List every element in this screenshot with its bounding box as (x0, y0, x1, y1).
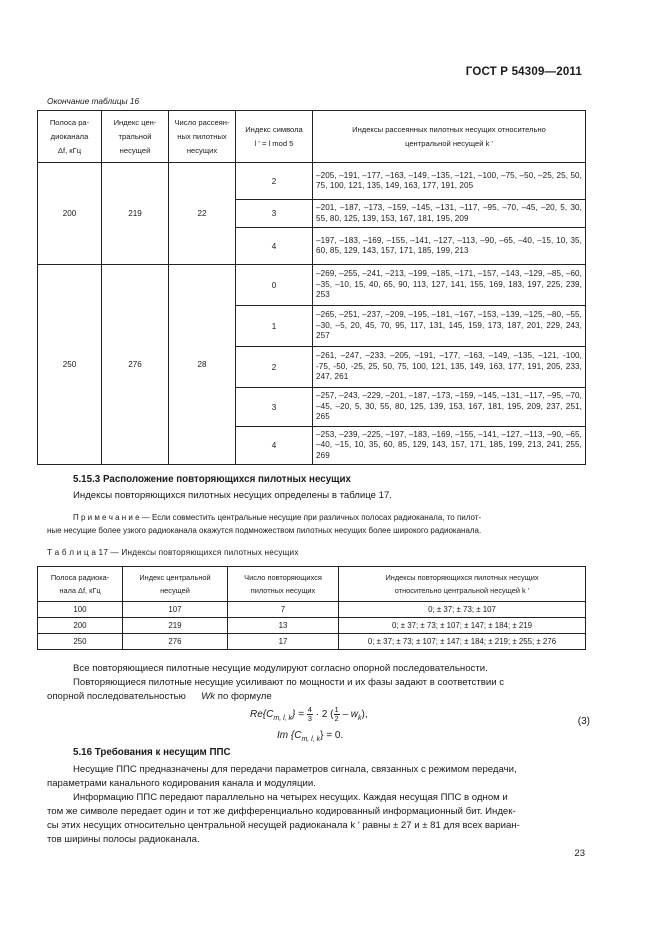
table16-caption: Окончание таблицы 16 (47, 96, 140, 106)
cell-center: 276 (102, 265, 169, 465)
col-header-center: Индекс центральной несущей (123, 567, 228, 602)
cell-count: 13 (228, 618, 339, 634)
col-header-band: Полоса ра- диоканала Δf, кГц (38, 111, 102, 163)
cell-indices: –269, –255, –241, –213, –199, –185, –171, –157, –143, –129, –85, –60, –35, –10, 15, 40, 65, 90, 113, 127, 141, 155, 169, 183, 197, 225, 239, 253 (313, 265, 586, 306)
formula-subscript: m, l, k (301, 736, 321, 743)
paragraph: Все повторяющиеся пилотные несущие модулируют согласно опорной последовательности. (73, 663, 488, 674)
col-header-symbol: Индекс символа l ' = l mod 5 (236, 111, 313, 163)
table17-caption: Т а б л и ц а 17 — Индексы повторяющихся пилотных несущих (47, 548, 299, 557)
formula-im (277, 730, 343, 743)
col-header-count: Число повторяющихся пилотных несущих (228, 567, 339, 602)
cell-center: 219 (102, 163, 169, 265)
col-header-band: Полоса радиока- нала Δf, кГц (38, 567, 123, 602)
paragraph-line: сы этих несущих относительно центральной несущей радиоканала k ' равны ± 27 и ± 81 для всех вариан- (47, 820, 520, 831)
formula-text: – w (342, 709, 359, 721)
table-header-row (38, 111, 586, 163)
cell-indices: –261, –247, –233, –205, –191, –177, –163, –149, –135, –121, -100, -75, -50, -25, 25, 50, 75, 100, 121, 135, 149, 163, 177, 191, 205, 233, 247, 261 (313, 347, 586, 388)
cell-count: 22 (169, 163, 236, 265)
cell-center: 276 (123, 634, 228, 650)
cell-count: 7 (228, 602, 339, 618)
cell-indices: –205, –191, –177, –163, –149, –135, –121, –100, –75, –50, –25, 25, 50, 75, 100, 121, 135, 149, 163, 177, 191, 205 (313, 163, 586, 200)
cell-center: 107 (123, 602, 228, 618)
section-heading-5-16: 5.16 Требования к несущим ППС (73, 747, 231, 758)
fraction-denominator: 3 (307, 714, 312, 723)
cell-symbol: 4 (236, 228, 313, 265)
table-row (38, 265, 586, 306)
page-number: 23 (574, 848, 585, 859)
paragraph-line (47, 690, 272, 704)
fraction-numerator: 4 (307, 705, 312, 714)
table-header-row (38, 567, 586, 602)
fraction-denominator: 2 (334, 714, 339, 723)
note-line: П р и м е ч а н и е — Если совместить центральные несущие при различных полосах радиоканала, то пилот- (73, 513, 482, 522)
cell-band: 200 (38, 163, 102, 265)
paragraph-line: тов ширины полосы радиоканала. (47, 834, 200, 845)
paragraph: Несущие ППС предназначены для передачи параметров сигнала, связанных с режимом передачи, (73, 764, 517, 775)
cell-band: 200 (38, 618, 123, 634)
cell-band: 250 (38, 265, 102, 465)
fraction-numerator: 1 (334, 705, 339, 714)
formula-re (250, 706, 368, 723)
paragraph: Информацию ППС передают параллельно на четырех несущих. Каждая несущая ППС в одном и (73, 792, 508, 803)
formula-subscript: m, l, k (273, 715, 293, 723)
table-17 (37, 566, 586, 650)
cell-symbol: 3 (236, 388, 313, 427)
document-header: ГОСТ Р 54309—2011 (465, 66, 582, 78)
formula-subscript: k (358, 715, 362, 723)
cell-count: 17 (228, 634, 339, 650)
cell-band: 250 (38, 634, 123, 650)
cell-symbol: 2 (236, 347, 313, 388)
paragraph: Индексы повторяющихся пилотных несущих определены в таблице 17. (73, 490, 392, 501)
paragraph-line: параметрами канального кодирования канала и модуляции. (47, 778, 316, 789)
cell-indices: –201, –187, –173, –159, –145, –131, –117, –95, –70, –45, –20, 5, 30, 55, 80, 125, 139, 153, 167, 181, 195, 209 (313, 200, 586, 228)
paragraph-text: опорной последовательностью (47, 691, 186, 702)
section-heading-5-15-3: 5.15.3 Расположение повторяющихся пилотных несущих (73, 474, 351, 485)
cell-indices: –197, –183, –169, –155, –141, –127, –113, –90, –65, –40, –15, 10, 35, 60, 85, 129, 143, 157, 171, 185, 199, 213 (313, 228, 586, 265)
cell-center: 219 (123, 618, 228, 634)
table-row (38, 602, 586, 618)
symbol-wk: Wk (201, 691, 216, 702)
cell-indices: 0; ± 37; ± 73; ± 107 (339, 602, 586, 618)
table-16 (37, 110, 586, 465)
equation-number: (3) (577, 716, 590, 727)
cell-symbol: 0 (236, 265, 313, 306)
fraction (334, 706, 340, 723)
paragraph-line: том же символе передает один и тот же дифференциально кодированный информационный бит. Индек- (47, 806, 516, 817)
note-line: ные несущие более узкого радиоканала окажутся подмножеством пилотных несущих более широкого радиоканала. (47, 526, 482, 535)
col-header-indices: Индексы рассеянных пилотных несущих относительно центральной несущей k ' (313, 111, 586, 163)
cell-indices: 0; ± 37; ± 73; ± 107; ± 147; ± 184; ± 219; ± 255; ± 276 (339, 634, 586, 650)
formula-text: · 2 ( (315, 709, 334, 721)
cell-symbol: 3 (236, 200, 313, 228)
formula-text: } = (292, 709, 304, 721)
formula-text: Re{C (250, 709, 274, 721)
table-row (38, 618, 586, 634)
cell-symbol: 1 (236, 306, 313, 347)
formula-text: ), (361, 709, 368, 721)
table-row (38, 634, 586, 650)
cell-count: 28 (169, 265, 236, 465)
cell-indices: 0; ± 37; ± 73; ± 107; ± 147; ± 184; ± 219 (339, 618, 586, 634)
col-header-count: Число рассеян- ных пилотных несущих (169, 111, 236, 163)
cell-indices: –257, –243, –229, –201, –187, –173, –159, –145, –131, –117, –95, –70, –45, –20, 5, 30, 55, 80, 125, 139, 153, 167, 181, 195, 209, 237, 251, 265 (313, 388, 586, 427)
paragraph-text: по формуле (217, 691, 272, 702)
cell-indices: –253, –239, –225, –197, –183, –169, –155, –141, –127, –113, –90, –65, –40, –15, 10, 35, 60, 85, 129, 143, 157, 171, 185, 199, 213, 241, 255, 269 (313, 427, 586, 465)
cell-symbol: 2 (236, 163, 313, 200)
formula-text: } = 0. (320, 730, 344, 741)
col-header-center: Индекс цен- тральной несущей (102, 111, 169, 163)
cell-band: 100 (38, 602, 123, 618)
cell-indices: –265, –251, –237, –209, –195, –181, –167, –153, –139, –125, –80, –55, –30, –5, 20, 45, 70, 95, 117, 131, 145, 159, 173, 187, 201, 229, 243, 257 (313, 306, 586, 347)
paragraph: Повторяющиеся пилотные несущие усиливают по мощности и их фазы задают в соответствии с (73, 677, 505, 688)
cell-symbol: 4 (236, 427, 313, 465)
table-row (38, 163, 586, 200)
note (47, 511, 580, 537)
fraction (307, 706, 313, 723)
col-header-indices: Индексы повторяющихся пилотных несущих относительно центральной несущей k ' (339, 567, 586, 602)
formula-text: Im {C (277, 730, 302, 741)
